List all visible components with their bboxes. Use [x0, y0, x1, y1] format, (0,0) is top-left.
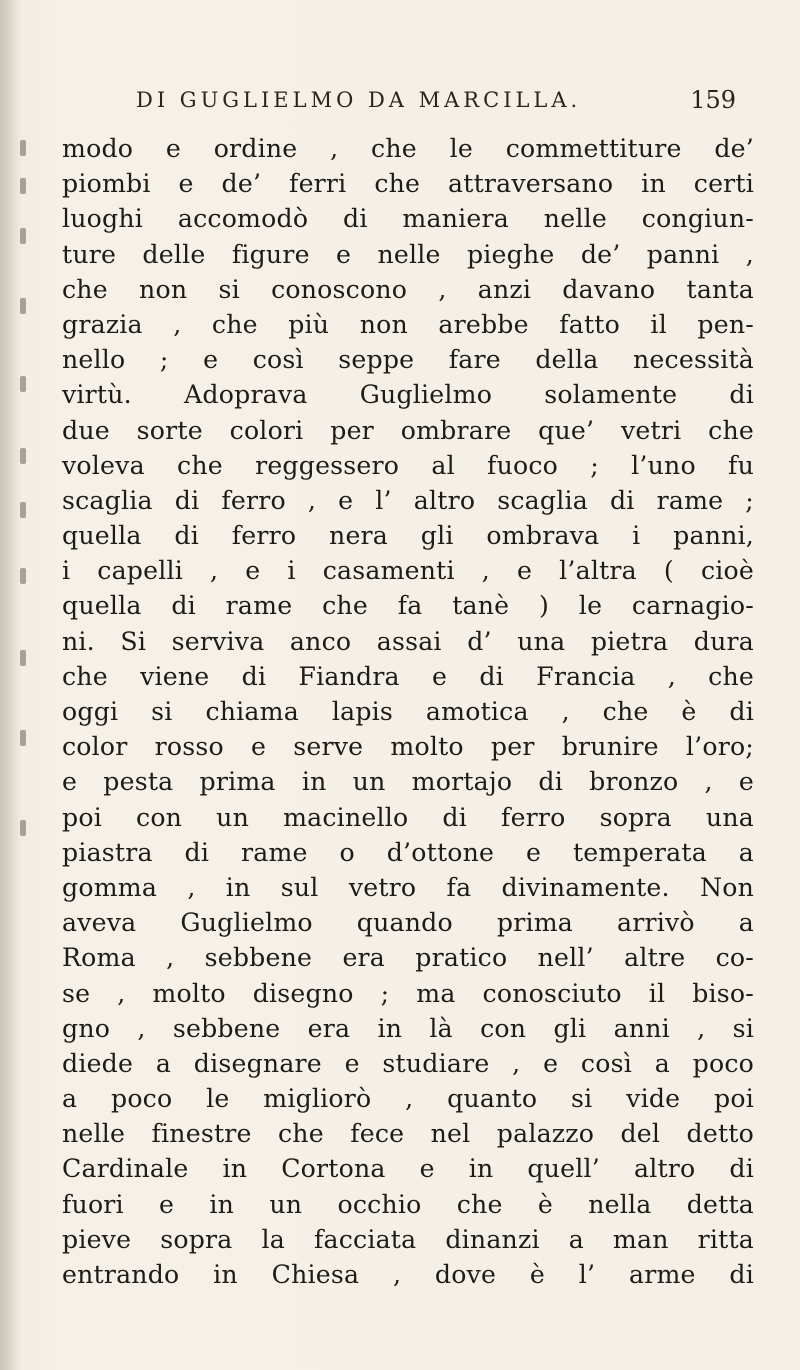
- page-number: 159: [690, 86, 736, 114]
- previous-page-edge: [20, 130, 30, 890]
- text-line: gno , sebbene era in là con gli anni , si: [62, 1013, 754, 1043]
- text-line: che viene di Fiandra e di Francia , che: [62, 661, 754, 691]
- text-line: quella di ferro nera gli ombrava i panni,: [62, 521, 754, 551]
- text-line: virtù. Adoprava Guglielmo solamente di: [62, 380, 754, 410]
- running-head-title: DI GUGLIELMO DA MARCILLA.: [136, 88, 582, 112]
- binding-gutter-shadow: [0, 0, 22, 1370]
- text-line: e pesta prima in un mortajo di bronzo , e: [62, 767, 754, 797]
- text-line: piastra di rame o d’ottone e temperata a: [62, 837, 754, 867]
- text-line: ture delle figure e nelle pieghe de’ panni ,: [62, 239, 754, 269]
- text-line: a poco le migliorò , quanto si vide poi: [62, 1084, 754, 1114]
- text-line: entrando in Chiesa , dove è l’ arme di: [62, 1260, 754, 1289]
- body-text: [62, 131, 754, 1292]
- text-line: grazia , che più non arebbe fatto il pen-: [62, 309, 754, 339]
- text-line: nello ; e così seppe fare della necessità: [62, 345, 754, 375]
- text-line: che non si conoscono , anzi davano tanta: [62, 274, 754, 304]
- text-line: diede a disegnare e studiare , e così a poco: [62, 1048, 754, 1078]
- text-line: color rosso e serve molto per brunire l’oro;: [62, 732, 754, 762]
- text-line: quella di rame che fa tanè ) le carnagio-: [62, 591, 754, 621]
- running-head: [60, 88, 760, 130]
- text-line: voleva che reggessero al fuoco ; l’uno fu: [62, 450, 754, 480]
- text-line: poi con un macinello di ferro sopra una: [62, 802, 754, 832]
- text-line: gomma , in sul vetro fa divinamente. Non: [62, 872, 754, 902]
- text-line: aveva Guglielmo quando prima arrivò a: [62, 908, 754, 938]
- text-line: pieve sopra la facciata dinanzi a man ritta: [62, 1224, 754, 1254]
- text-line: Roma , sebbene era pratico nell’ altre co-: [62, 943, 754, 973]
- text-line: scaglia di ferro , e l’ altro scaglia di rame ;: [62, 485, 754, 515]
- text-line: fuori e in un occhio che è nella detta: [62, 1189, 754, 1219]
- text-line: nelle finestre che fece nel palazzo del detto: [62, 1119, 754, 1149]
- text-line: oggi si chiama lapis amotica , che è di: [62, 697, 754, 726]
- text-line: Cardinale in Cortona e in quell’ altro di: [62, 1154, 754, 1184]
- text-line: i capelli , e i casamenti , e l’altra ( cioè: [62, 556, 754, 586]
- text-line: ni. Si serviva anco assai d’ una pietra dura: [62, 626, 754, 656]
- text-line: piombi e de’ ferri che attraversano in certi: [62, 169, 754, 199]
- text-line: se , molto disegno ; ma conosciuto il biso-: [62, 978, 754, 1008]
- text-line: luoghi accomodò di maniera nelle congiun-: [62, 204, 754, 234]
- text-line: modo e ordine , che le commettiture de’: [62, 134, 754, 163]
- text-line: due sorte colori per ombrare que’ vetri che: [62, 415, 754, 445]
